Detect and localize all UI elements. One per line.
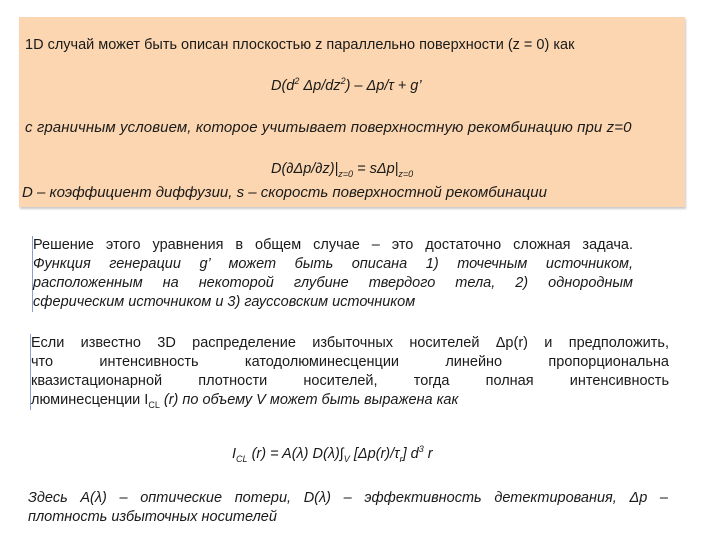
paragraph-line: Если известно 3D распределение избыточных носителей Δp(r) и предположить, — [31, 335, 669, 351]
paragraph-line: квазистационарной плотности носителей, тогда полная интенсивность — [31, 373, 669, 389]
paragraph-line: Решение этого уравнения в общем случае – это достаточно сложная задача. — [33, 237, 633, 253]
equation-boundary: $D(\partial\Delta p/\partial z)|_{z=0} = s\Delta p|_{z=0}$ — [271, 161, 414, 179]
equation-diffusion: $D(d^2$ $\Delta p/dz^2) - \Delta p/\tau + g$’ — [271, 76, 422, 94]
text-boundary-condition: с граничным условием, которое учитывает поверхностную рекомбинацию при z=0 — [25, 119, 632, 136]
paragraph-line: плотность избыточных носителей — [28, 509, 277, 525]
paragraph-line: Функция генерации g’ может быть описана 1) точечным источником, — [33, 256, 633, 272]
paragraph-line: расположенным на некоторой глубине твердого тела, 2) однородным — [33, 275, 633, 291]
paragraph-line: сферическим источником и 3) гауссовским источником — [33, 294, 416, 310]
paragraph-line: люминесценции $I_{CL}$ (r) по объему V может быть выражена как — [31, 392, 459, 410]
paragraph-line: Здесь A(λ) – оптические потери, D(λ) – эффективность детектирования, Δp – — [28, 490, 668, 506]
equation-cl-intensity: $I_{CL}$ (r) = A(λ) $D(\lambda)\int_V$ $[\Delta p(r)/\tau_r]$ $d^3$ r — [232, 444, 433, 464]
text-1d-case: 1D случай может быть описан плоскостью z параллельно поверхности (z = 0) как — [25, 37, 575, 53]
paragraph-definitions — [28, 489, 668, 526]
paragraph-cl-intensity — [30, 334, 669, 410]
text-diffusion-coefficient: D – коэффициент диффузии, s – скорость поверхностной рекомбинации — [22, 184, 547, 201]
paragraph-generation-function — [32, 236, 633, 312]
paragraph-line: что интенсивность катодолюминесценции линейно пропорциональна — [31, 354, 669, 370]
